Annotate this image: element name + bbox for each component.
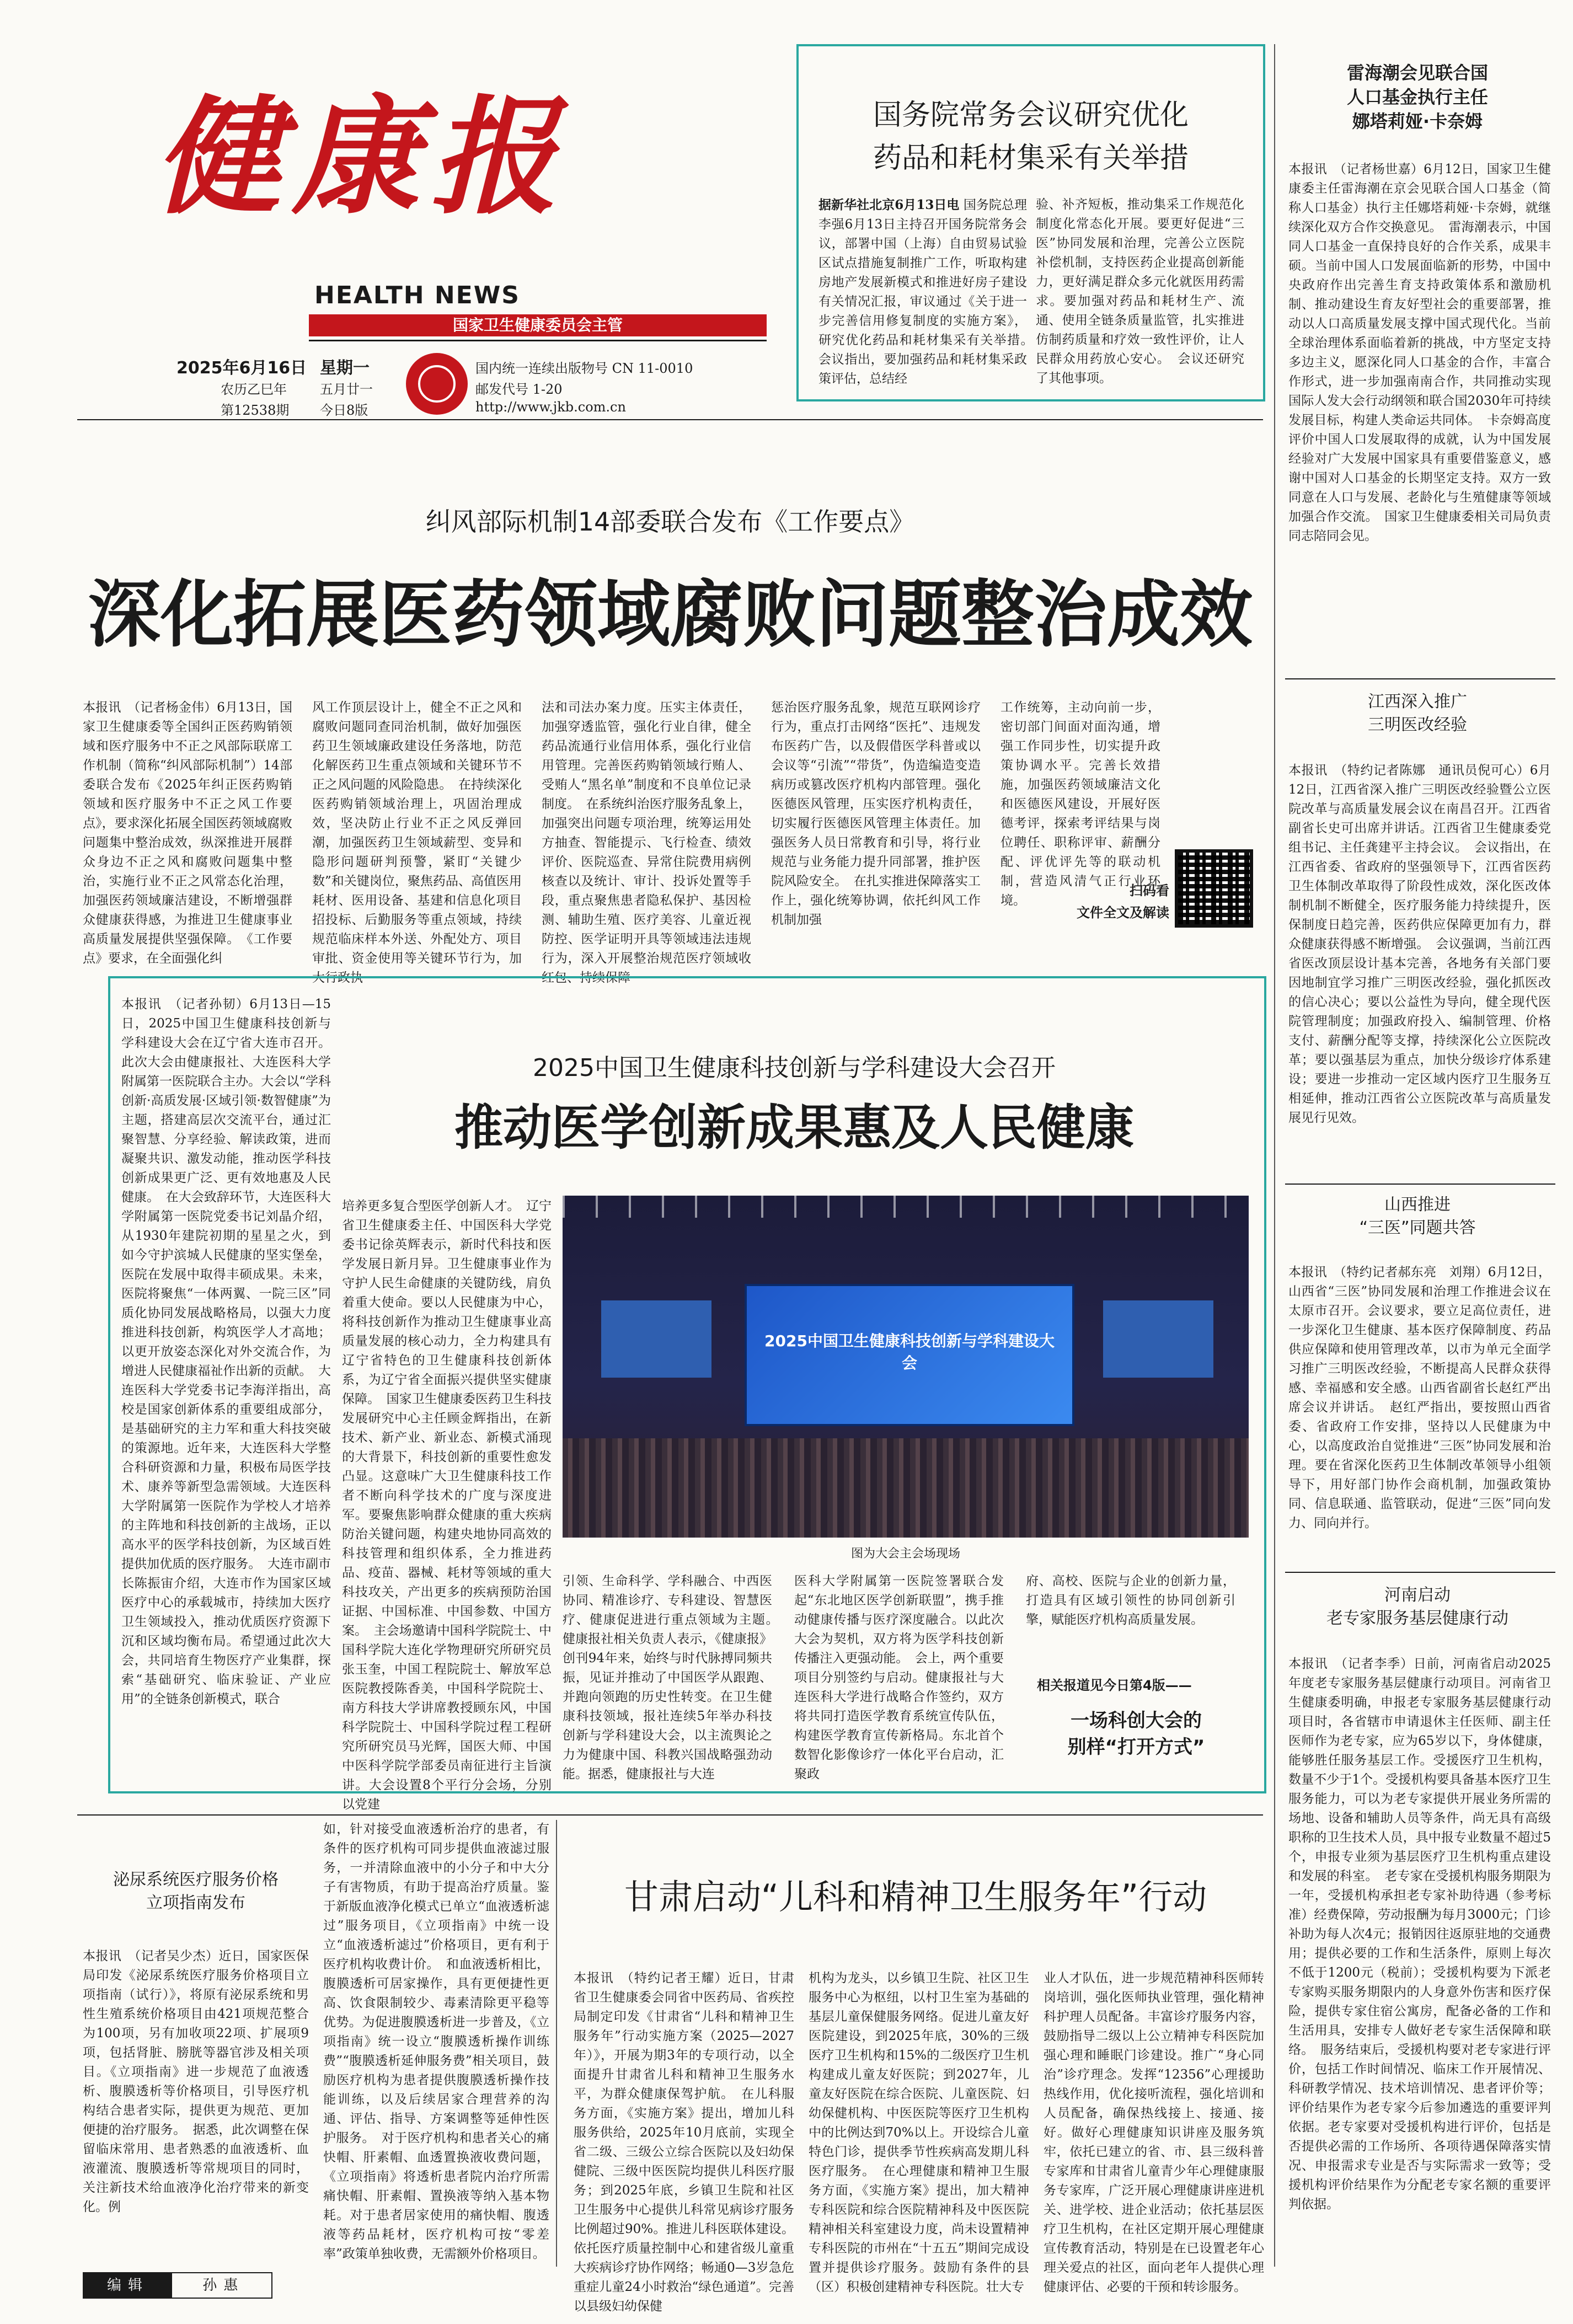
sidebar-top-text: 本报讯 （记者杨世嘉）6月12日，国家卫生健康委主任雷海潮在京会见联合国人口基金（简称人口基金）执行主任娜塔莉娅·卡奈姆，就继续深化双方合作交换意见。 雷海潮表示，中国同人口基金一直保持良好的合作关系，成果丰硕。当前中国人口发展面临新的形势，中国中央政府作出完善生育支持政策体系和激励机制、推动建设生育友好型社会的重要部署，推动以人口高质量发展支撑中国式现代化。当前全球治理体系面临着新的挑战，中方坚定支持多边主义，愿深化同人口基金的合作，丰富合作形式，进一步加强南南合作，共同推动实现国际人发大会行动纲领和联合国2030年可持续发展目标，构建人类命运共同体。 卡奈姆高度评价中国人口发展取得的成就，认为中国发展经验对广大发展中国家具有重要借鉴意义，感谢中国对人口基金的长期坚定支持。双方一致同意在人口与发展、老龄化与生殖健康等领域加强合作交流。 国家卫生健康委相关司局负责同志陪同会见。 — [1288, 162, 1551, 543]
feature-col-2 — [342, 1197, 552, 1812]
sidebar-top-title-2: 人口基金执行主任 — [1346, 87, 1488, 108]
masthead-logo-text: 健康报 — [154, 83, 568, 232]
masthead-website[interactable]: http://www.jkb.com.cn — [475, 399, 626, 415]
top-box-text-1: 国务院总理李强6月13日主持召开国务院常务会议，部署中国（上海）自由贸易试验区试点措施复制推广工作，听取构建房地产发展新模式和推进好房子建设有关情况汇报，审议通过《关于进一步完善信用修复制度的实施方案》，研究优化药品和耗材集采有关举措。 会议指出，要加强药品和耗材集采政策评估，总结经 — [818, 198, 1040, 386]
related-label: 相关报道见今日第4版—— — [1037, 1678, 1192, 1693]
masthead-sponsor-text: 国家卫生健康委员会主管 — [452, 316, 623, 334]
bottom-main-headline: 甘肃启动“儿科和精神卫生服务年”行动 — [624, 1877, 1207, 1917]
feature-col-left — [121, 995, 331, 1784]
top-box-title-1: 国务院常务会议研究优化 — [873, 99, 1189, 132]
related-title-2: 别样“打开方式” — [1067, 1736, 1205, 1758]
lead-col-1 — [83, 698, 292, 966]
masthead-date: 2025年6月16日 — [176, 358, 307, 378]
photo-stage-screen — [745, 1284, 1074, 1426]
top-news-box — [796, 44, 1265, 401]
masthead-emblem — [406, 353, 468, 415]
photo-side-screen-right — [1103, 1300, 1213, 1378]
sidebar-rule-2 — [1285, 1184, 1555, 1185]
masthead-issue: 第12538期 — [221, 403, 290, 418]
bottom-main-text-3: 业人才队伍，进一步规范精神科医师转岗培训，强化医师执业管理，强化精神科护理人员配备。丰富诊疗服务内容，鼓励指导二级以上公立精神专科医院加强心理和睡眠门诊建设。推广“身心同治”诊疗理念。发挥“12356”心理援助热线作用，优化接听流程，强化培训和人员配备，确保热线接上、接通、接好。做好心理健康知识讲座及服务筑牢，依托已建立的省、市、县三级科普专家库和甘肃省儿童青少年心理健康服务专家库，广泛开展心理健康讲座进机关、进学校、进企业活动；依托基层医疗卫生机构，在社区定期开展心理健康宣传教育活动，特别是在已设置老年心理关爱点的社区，面向老年人提供心理健康评估、必要的干预和转诊服务。 — [1044, 1971, 1264, 2294]
masthead-cn-number: 国内统一连续出版物号 CN 11-0010 — [475, 361, 693, 376]
feature-text-5: 府、高校、医院与企业的创新力量，打造具有区域引领性的协同创新引擎，赋能医疗机构高质量发展。 — [1026, 1574, 1235, 1627]
sidebar-bottom-body — [1288, 1654, 1551, 2267]
lead-headline: 深化拓展医药领域腐败问题整治成效 — [88, 572, 1253, 657]
feature-text-3: 引领、生命科学、学科融合、中西医协同、精准诊疗、专科建设、智慧医疗、健康促进进行重点领域为主题。 健康报社相关负责人表示，《健康报》创刊94年来，始终与时代脉搏同频共振，见证并推动了中国医学从跟跑、并跑向领跑的历史性转变。在卫生健康科技领域，报社连续5年举办科技创新与学科建设大会，以主流舆论之力为健康中国、科教兴国战略强劲动能。据悉，健康报社与大连 — [563, 1574, 785, 1781]
masthead-sponsor — [309, 314, 767, 336]
photo-screen-title: 2025中国卫生健康科技创新与学科建设大会 — [764, 1332, 1055, 1372]
masthead-weekday: 星期一 — [320, 358, 370, 378]
bottom-main-col-2 — [809, 1969, 1029, 2294]
bottom-main-text-1: 本报讯 （特约记者王耀）近日，甘肃省卫生健康委会同省中医药局、省疾控局制定印发《甘肃省“儿科和精神卫生服务年”行动实施方案（2025—2027年）》，开展为期3年的专项行动，以全面提升甘肃省儿科和精神卫生服务水平，为群众健康保驾护航。 在儿科服务方面，《实施方案》提出，增加儿科服务供给，2025年10月底前，实现全省二级、三级公立综合医院以及妇幼保健院、三级中医医院均提供儿科医疗服务；到2025年底，乡镇卫生院和社区卫生服务中心提供儿科常见病诊疗服务比例超过90%。推进儿科医联体建设。依托医疗质量控制中心和建省级儿童重大疾病诊疗协作网络；畅通0—3岁急危重症儿童24小时救治“绿色通道”。完善以县级妇幼保健 — [574, 1971, 794, 2314]
feature-text-2: 培养更多复合型医学创新人才。 辽宁省卫生健康委主任、中国医科大学党委书记徐英辉表示，新时代科技和医学发展日新月异。卫生健康事业作为守护人民生命健康的关键防线，肩负着重大使命。要以人民健康为中心，将科技创新作为推动卫生健康事业高质量发展的核心动力，全力构建具有辽宁省特色的卫生健康科技创新体系，为辽宁省全面振兴提供坚实健康保障。 国家卫生健康委医药卫生科技发展研究中心主任顾金辉指出，在新技术、新产业、新业态、新模式涌现的大背景下，科技创新的重要性愈发凸显。这意味广大卫生健康科技工作者不断向科学技术的广度与深度进军。要聚焦影响群众健康的重大疾病防治关键问题，构建央地协同高效的科技管理和组织体系，全力推进药品、疫苗、器械、耗材等领域的重大科技攻关，产出更多的疾病预防治国证据、中国标准、中国参数、中国方案。 主会场邀请中国科学院院士、中国科学院大连化学物理研究所研究员张玉奎，中国工程院院士、解放军总医院教授陈香美，中国科学院院士、南方科技大学讲席教授顾东风，中国科学院院士、中国科学院过程工程研究所研究员马光辉，国医大师、中国中医科学院学部委员南征进行主旨演讲。大会设置8个平行分会场，分别以党建 — [342, 1199, 552, 1812]
masthead-logo — [154, 83, 651, 248]
bottom-main-col-3 — [1044, 1969, 1264, 2294]
bottom-left-col-1 — [83, 1947, 309, 2256]
sidebar-mid-text: 本报讯 （特约记者陈娜 通讯员倪可心）6月12日，江西省深入推广三明医改经验暨公立医院改革与高质量发展会议在南昌召开。江西省副省长史可出席并讲话。江西省卫生健康委党组书记、主任龚建平主持会议。 会议指出，在江西省委、省政府的坚强领导下，江西省医药卫生体制改革取得了阶段性成效，深化医改体制机制不断健全，医疗服务能力持续提升，医保制度日趋完善，医药供应保障更加有力，群众健康获得感不断增强。 会议强调，当前江西省医改顶层设计基本完善，各地务有关部门要因地制宜学习推广三明医改经验，强化抓医改的信心决心；要以公益性为导向，健全现代医院管理制度；加强政府投入、编制管理、价格支付、薪酬分配等支撑，持续深化公立医院改革；要以强基层为重点，加快分级诊疗体系建设；要进一步推动一定区域内医疗卫生服务互相延伸，推动江西省公立医院改革与高质量发展见行见效。 — [1288, 763, 1551, 1125]
top-box-title-2: 药品和耗材集采有关举措 — [873, 142, 1189, 175]
lead-kicker: 纠风部际机制14部委联合发布《工作要点》 — [425, 507, 915, 537]
lead-col-2 — [312, 698, 522, 985]
photo-stage-lights — [563, 1196, 1249, 1218]
sidebar-bottom-title — [1280, 1584, 1555, 1630]
bottom-left-text-1: 本报讯 （记者吴少杰）近日，国家医保局印发《泌尿系统医疗服务价格项目立项指南（试行）》，将原有泌尿系统和男性生殖系统价格项目由421项规范整合为100项，另有加收项22项、扩展项9项，包括肾脏、膀胱等器官涉及相关项目。《立项指南》进一步规范了血液透析、腹膜透析等价格项目，引导医疗机构结合患者实际，提供更为规范、更加便捷的治疗服务。 据悉，此次调整在保留临床常用、患者熟悉的血液透析、血液灌流、腹膜透析等常规项目的同时，关注新技术给血液净化治疗带来的新变化。例 — [83, 1949, 309, 2214]
bottom-main-divider — [556, 1820, 557, 2267]
bottom-left-title-2: 立项指南发布 — [146, 1893, 245, 1913]
masthead-postal-code: 邮发代号 1-20 — [475, 382, 563, 397]
qr-code-icon[interactable] — [1175, 849, 1253, 928]
lead-text-3: 法和司法办案力度。压实主体责任，加强穿透监管，强化行业自律，健全药品流通行业信用体系，强化行业信用管理。完善医药购销领域行贿人、受贿人“黑名单”制度和不良单位记录制度。 在系统纠治医疗服务乱象上，加强突出问题专项治理，统筹运用处方抽查、智能提示、飞行检查、绩效评价、医院巡查、异常住院费用病例核查以及统计、审计、投诉处置等手段，重点聚焦患者隐私保护、基因检测、辅助生殖、医疗美容、儿童近视防控、医学证明开具等领域违法违规行为，深入开展整治规范医疗领域收红包、持续保障 — [542, 700, 751, 985]
sidebar-divider — [1274, 44, 1275, 2267]
emblem-inner-icon — [418, 365, 456, 403]
sidebar-mid2-body — [1288, 1263, 1551, 1561]
sidebar-mid-body — [1288, 761, 1551, 1186]
bottom-top-rule — [77, 1814, 1263, 1816]
feature-text-4: 医科大学附属第一医院签署联合发起“东北地区医学创新联盟”，携手推动健康传播与医疗深度融合。以此次大会为契机，双方将为医学科技创新传播注入更强动能。 会上，两个重要项目分别签约与启动。健康报社与大连医科大学进行战略合作签约，双方将共同打造医学教育系统宣传队伍，构建医学教育宣传新格局。东北首个数智化影像诊疗一体化平台启动，汇聚政 — [794, 1574, 1004, 1781]
feature-headline: 推动医学创新成果惠及人民健康 — [454, 1099, 1134, 1156]
sidebar-rule-1 — [1285, 678, 1555, 679]
sidebar-mid2-title — [1280, 1193, 1555, 1240]
feature-col-5 — [1026, 1572, 1235, 1660]
sidebar-top-title-1: 雷海潮会见联合国 — [1346, 62, 1488, 83]
top-box-text-2: 验、补齐短板，推动集采工作规范化制度化常态化开展。要更好促进“三医”协同发展和治理，完善公立医院补偿机制，支持医药企业提高创新能力，更好满足群众多元化就医用药需求。要加强对药品和耗材生产、流通、使用全链条质量监管，扎实推进仿制药质量和疗效一致性评价，让人民群众用药放心安心。 会议还研究了其他事项。 — [1036, 197, 1244, 385]
related-title[interactable] — [1037, 1707, 1235, 1760]
sidebar-mid2-text: 本报讯 （特约记者郝东亮 刘翔）6月12日，山西省“三医”协同发展和治理工作推进会议在太原市召开。会议要求，要立足高位责任，进一步深化卫生健康、基本医疗保障制度、药品供应保障和使用管理改革，以市为单元全面学习推广三明医改经验，不断提高人民群众获得感、幸福感和安全感。山西省副省长赵红严出席会议并讲话。 赵红严指出，要按照山西省委、省政府工作安排，坚持以人民健康为中心，以高度政治自觉推进“三医”协同发展和治理。要在省深化医药卫生体制改革领导小组领导下，用好部门协作会商机制，加强政策协同、信息联通、监管联动，促进“三医”同向发力、同向并行。 — [1288, 1265, 1551, 1530]
top-box-col-2 — [1036, 195, 1244, 388]
bottom-left-col-2 — [323, 1820, 549, 2261]
feature-kicker: 2025中国卫生健康科技创新与学科建设大会召开 — [533, 1054, 1056, 1082]
top-box-byline: 据新华社北京6月13日电 — [818, 197, 960, 212]
sidebar-mid-title-2: 三明医改经验 — [1368, 715, 1467, 735]
sidebar-bottom-title-2: 老专家服务基层健康行动 — [1326, 1609, 1508, 1628]
footer-editor-name: 孙惠 — [202, 2277, 245, 2294]
masthead-rule — [309, 340, 767, 341]
sidebar-mid-title — [1280, 690, 1555, 737]
masthead-lunar-year: 农历乙巳年 — [221, 382, 287, 397]
sidebar-top-title-3: 娜塔莉娅·卡奈姆 — [1352, 111, 1483, 132]
footer-editor-label: 编辑 — [84, 2273, 172, 2298]
lead-text-2: 风工作顶层设计上，健全不正之风和腐败问题同查同治机制，做好加强医药卫生领域廉政建设任务落地，防范化解医药卫生重点领域和关键环节不正之风问题的风险隐患。 在持续深化医药购销领域治理上，巩固治理成效，坚决防止行业不正之风反弹回潮，加强医药卫生领域薪型、变异和隐形问题研判预警，紧盯“关键少数”和关键岗位，聚焦药品、高值医用耗材、医用设备、基建和信息化项目招投标、后勤服务等重点领域，持续规范临床样本外送、外配处方、项目审批、资金使用等关键环节行为，加大行政执 — [312, 700, 522, 985]
lead-text-4: 惩治医疗服务乱象，规范互联网诊疗行为，重点打击网络“医托”、违规发布医药广告，以及假借医学科普或以会议等“引流”“带货”，伪造编造变造病历或篡改医疗机构内部管理。强化医德医风管理，压实医疗机构责任，切实履行医德医风管理主体责任。加强医务人员日常教育和引导，将行业规范与业务能力提升同部署，推护医院风险安全。 在扎实推进保障落实工作上，强化统筹协调，依托纠风工作机制加强 — [771, 700, 981, 927]
bottom-left-title-1: 泌尿系统医疗服务价格 — [113, 1870, 279, 1889]
sidebar-bottom-title-1: 河南启动 — [1384, 1586, 1451, 1605]
related-title-1: 一场科创大会的 — [1071, 1710, 1202, 1732]
sidebar-mid2-title-2: “三医”同题共答 — [1359, 1218, 1476, 1238]
bottom-left-title — [77, 1868, 314, 1915]
lead-top-rule — [77, 419, 1263, 420]
masthead-pages: 今日8版 — [320, 403, 368, 418]
photo-side-screen-left — [601, 1300, 711, 1378]
photo-caption: 图为大会主会场现场 — [850, 1547, 960, 1561]
sidebar-mid2-title-1: 山西推进 — [1384, 1195, 1451, 1214]
sidebar-bottom-text: 本报讯 （记者李季）日前，河南省启动2025年度老专家服务基层健康行动项目。河南省卫生健康委明确，申报老专家服务基层健康行动项目时，各省辖市申请退休主任医师、副主任医师作为老专家，应为65岁以下，身体健康，能够胜任服务基层工作。受援医疗卫生机构，数量不少于1个。受援机构要具备基本医疗卫生服务能力，可以为老专家提供开展业务所需的场地、设备和辅助人员等条件，尚无具有高级职称的卫生技术人员，具中报专业数量不超过5个，申报专业须为基层医疗卫生机构重点建设和发展的科室。 老专家在受援机构服务期限为一年，受援机构承担老专家补助待遇（参考标准）经费保障，劳动报酬为每月3000元；门诊补助为每人次4元；报销因往返原驻地的交通费用；提供必要的工作和生活条件，原则上每次不低于1200元（税前）；受援机构要为下派老专家购买服务期限内的人身意外伤害和医疗保险，提供专家住宿公寓房，配备必备的工作和生活用具，安排专人做好老专家生活保障和联络。 服务结束后，受援机构要对老专家进行评价，包括工作时间情况、临床工作开展情况、科研教学情况、技术培训情况、患者评价等；评价结果作为老专家今后参加遴选的重要评判依据。老专家要对受援机构进行评价，包括是否提供必需的工作场所、各项待遇保障落实情况、申报需求专业是否与实际需求一致等；受援机构评价结果作为分配老专家名额的重要评判依据。 — [1288, 1657, 1551, 2211]
bottom-main-text-2: 机构为龙头，以乡镇卫生院、社区卫生服务中心为枢纽，以村卫生室为基础的基层儿童保健服务网络。促进儿童友好医院建设，到2025年底，30%的三级医疗卫生机构和15%的二级医疗卫生机构建成儿童友好医院；到2027年，儿童友好医院在综合医院、儿童医院、妇幼保健机构、中医医院等医疗卫生机构中的比例达到70%以上。开设综合儿童特色门诊，提供季节性疾病高发期儿科医疗服务。 在心理健康和精神卫生服务方面，《实施方案》提出，加大精神专科医院和综合医院精神科及中医医院精神相关科室建设力度，尚未设置精神专科医院的市州在“十五五”期间完成设置并提供诊疗服务。鼓励有条件的县（区）积极创建精神专科医院。壮大专 — [809, 1971, 1029, 2294]
qr-caption-1: 扫码看 — [1130, 883, 1169, 898]
qr-caption-2: 文件全文及解读 — [1077, 905, 1169, 920]
photo-audience — [563, 1438, 1249, 1538]
top-box-col-1 — [818, 195, 1040, 388]
conference-photo — [563, 1196, 1249, 1538]
footer-editor — [83, 2272, 272, 2299]
bottom-left-text-2: 如，针对接受血液透析治疗的患者，有条件的医疗机构可同步提供血液滤过服务，一并清除血液中的小分子和中大分子有害物质，有助于提高治疗质量。鉴于新版血液净化模式已单立“血液透析滤过”服务项目，《立项指南》中统一设立“血液透析滤过”价格项目，更有利于医疗机构收费计价。 和血液透析相比，腹膜透析可居家操作，具有更便捷性更高、饮食限制较少、毒素清除更平稳等优势。为促进腹膜透析进一步普及，《立项指南》统一设立“腹膜透析操作训练费”“腹膜透析延伸服务费”相关项目，鼓励医疗机构为患者提供腹膜透析操作技能训练，以及后续居家合理营养的沟通、评估、指导、方案调整等延伸性医护服务。 对于医疗机构和患者关心的痛快帽、肝素帽、血透置换液收费问题，《立项指南》将透析患者院内治疗所需痛快帽、肝素帽、置换液等纳入基本物耗。对于患者居家使用的痛快帽、腹透液等药品耗材，医疗机构可按“零差率”政策单独收费，无需额外价格项目。 — [323, 1822, 549, 2261]
lead-col-3 — [542, 698, 751, 985]
sidebar-mid-title-1: 江西深入推广 — [1368, 692, 1467, 711]
masthead-logo-en: HEALTH NEWS — [314, 281, 520, 309]
masthead-lunar-day: 五月廿一 — [320, 382, 373, 397]
feature-col-3 — [563, 1572, 785, 1781]
sidebar-top-body — [1288, 160, 1551, 634]
feature-col-4 — [794, 1572, 1004, 1781]
sidebar-rule-3 — [1285, 1572, 1555, 1573]
lead-text-5: 工作统筹，主动向前一步，密切部门间面对面沟通，增强工作同步性，切实提升政策协调水平。完善长效措施，加强医药领域廉洁文化和医德医风建设，开展好医德考评，探索考评结果与岗位聘任、职称评审、薪酬分配、评优评先等的联动机制，营造风清气正行业环境。 — [1000, 700, 1160, 908]
sidebar-top-title — [1280, 61, 1555, 133]
lead-col-4 — [771, 698, 981, 935]
feature-text-left: 本报讯 （记者孙韧）6月13日—15日，2025中国卫生健康科技创新与学科建设大会在辽宁省大连市召开。此次大会由健康报社、大连医科大学附属第一医院联合主办。大会以“学科创新·高质发展·区域引领·数智健康”为主题，搭建高层次交流平台，通过汇聚智慧、分享经验、解读政策，进而凝聚共识、激发动能，推动医学科技创新成果更广泛、更有效地惠及人民健康。 在大会致辞环节，大连医科大学附属第一医院党委书记刘晶介绍，从1930年建院初期的星星之火，到如今守护滨城人民健康的坚实堡垒，医院在发展中取得丰硕成果。未来，医院将聚焦“一体两翼、一院三区”同质化协同发展战略格局，以强大力度推进科技创新，构筑医学人才高地；以更开放姿态深化对外交流合作，为增进人民健康福祉作出新的贡献。 大连医科大学党委书记李海洋指出，高校是国家创新体系的重要组成部分，是基础研究的主力军和重大科技突破的策源地。近年来，大连医科大学整合科研资源和力量，积极布局医学技术、康养等新型急需领域。大连医科大学附属第一医院作为学校人才培养的主阵地和科技创新的主战场，正以高水平的医学科技创新，为区域百姓提供加优质的医疗服务。 大连市副市长陈振宙介绍，大连市作为国家区域医疗中心的承载城市，持续加大医疗卫生领域投入，推动优质医疗资源下沉和区域均衡布局。希望通过此次大会，共同培育生物医疗产业集群，探索“基础研究、临床验证、产业应用”的全链条创新模式，联合 — [121, 997, 331, 1706]
bottom-main-col-1 — [574, 1969, 794, 2314]
lead-text-1: 本报讯 （记者杨金伟）6月13日，国家卫生健康委等全国纠正医药购销领域和医疗服务中不正之风部际联席工作机制（简称“纠风部际机制”）14部委联合发布《2025年纠正医药购销领域和医疗服务中不正之风工作要点》，要求深化拓展全国医药领域腐败问题集中整治成效，纵深推进开展群众身边不正之风和腐败问题集中整治，实施行业不正之风常态化治理，加强医药领域廉洁建设，不断增强群众健康获得感，为推进卫生健康事业高质量发展提供坚强保障。 《工作要点》要求，在全面强化纠 — [83, 700, 292, 966]
